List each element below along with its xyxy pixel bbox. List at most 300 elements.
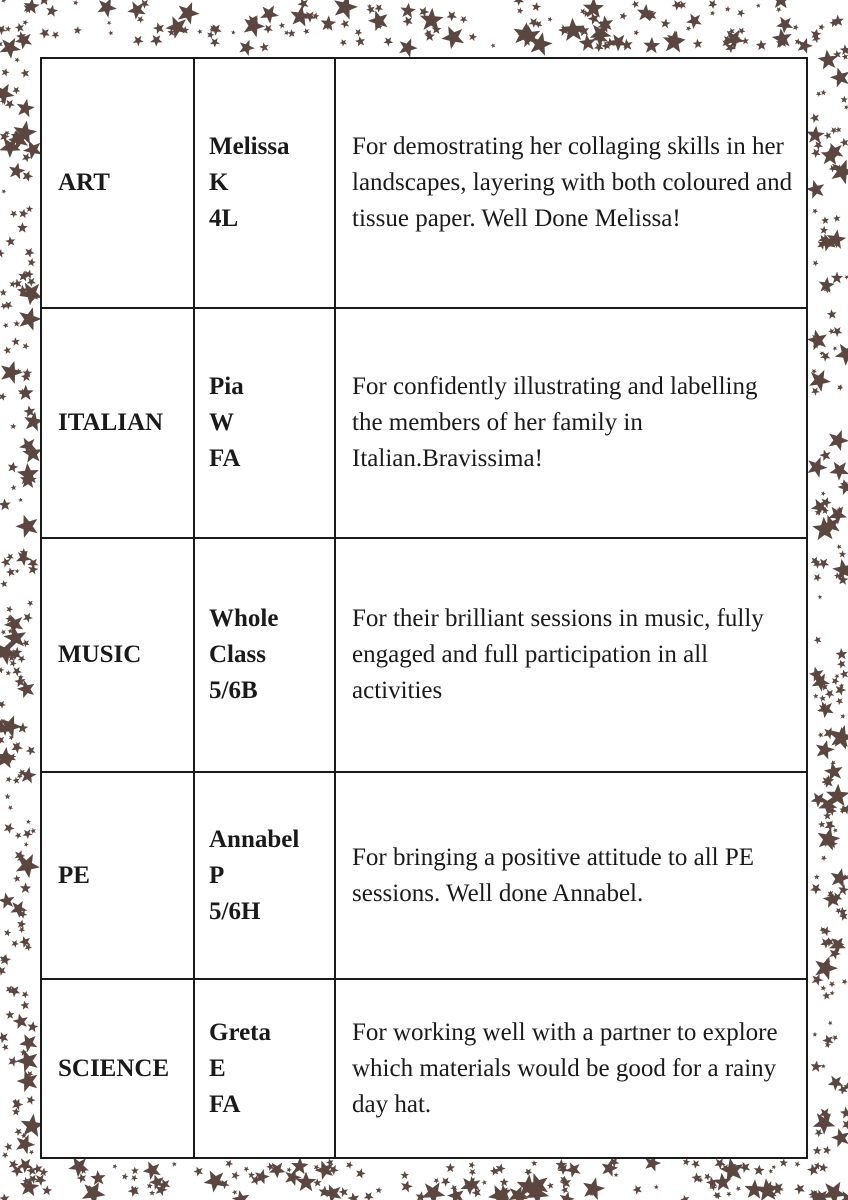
star-icon bbox=[172, 1161, 177, 1166]
star-icon bbox=[12, 667, 22, 677]
subject-cell: ITALIAN bbox=[41, 308, 194, 538]
star-icon bbox=[710, 10, 716, 16]
star-icon bbox=[422, 1182, 446, 1200]
star-icon bbox=[108, 30, 113, 35]
star-icon bbox=[532, 2, 541, 11]
star-icon bbox=[368, 11, 388, 32]
star-icon bbox=[18, 385, 34, 400]
star-icon bbox=[811, 1061, 823, 1073]
star-icon bbox=[23, 613, 33, 623]
star-icon bbox=[840, 1107, 848, 1119]
star-icon bbox=[5, 100, 15, 110]
star-icon bbox=[813, 1146, 822, 1155]
star-icon bbox=[840, 44, 848, 55]
star-icon bbox=[798, 38, 813, 54]
star-icon bbox=[30, 828, 36, 834]
star-icon bbox=[829, 981, 836, 987]
star-icon bbox=[447, 11, 458, 21]
star-icon bbox=[355, 29, 363, 37]
star-icon bbox=[19, 307, 41, 330]
star-icon bbox=[113, 1164, 118, 1169]
student-initial: K bbox=[209, 169, 229, 196]
star-icon bbox=[818, 821, 825, 828]
star-icon bbox=[821, 855, 827, 861]
star-icon bbox=[3, 323, 9, 329]
star-icon bbox=[19, 927, 26, 933]
star-icon bbox=[811, 387, 819, 395]
star-icon bbox=[279, 22, 286, 29]
subject-cell: PE bbox=[41, 772, 194, 979]
student-initial: P bbox=[209, 861, 225, 889]
star-icon bbox=[840, 670, 848, 679]
star-icon bbox=[686, 26, 692, 32]
star-icon bbox=[0, 393, 7, 401]
star-icon bbox=[839, 550, 847, 557]
star-icon bbox=[23, 343, 30, 350]
star-icon bbox=[833, 346, 838, 351]
star-icon bbox=[686, 14, 702, 30]
star-icon bbox=[24, 842, 29, 847]
star-icon bbox=[29, 1150, 34, 1155]
star-icon bbox=[2, 1152, 9, 1158]
star-icon bbox=[39, 28, 50, 39]
star-icon bbox=[821, 491, 826, 496]
student-name: Greta bbox=[209, 1018, 272, 1046]
star-icon bbox=[28, 258, 37, 267]
star-icon bbox=[1, 0, 6, 3]
star-icon bbox=[8, 1056, 18, 1067]
star-icon bbox=[832, 559, 848, 580]
star-icon bbox=[17, 222, 28, 233]
star-icon bbox=[39, 1168, 48, 1177]
star-icon bbox=[248, 1172, 255, 1179]
star-icon bbox=[4, 301, 13, 310]
star-icon bbox=[13, 320, 20, 327]
star-icon bbox=[46, 5, 58, 17]
star-icon bbox=[833, 828, 838, 833]
star-icon bbox=[193, 1167, 203, 1177]
star-icon bbox=[17, 99, 35, 117]
star-icon bbox=[210, 38, 220, 48]
star-icon bbox=[24, 406, 36, 418]
student-class: 5/6B bbox=[209, 677, 258, 704]
star-icon bbox=[514, 0, 525, 6]
star-icon bbox=[441, 26, 464, 49]
star-icon bbox=[51, 31, 59, 39]
star-icon bbox=[28, 1021, 39, 1032]
star-icon bbox=[814, 636, 822, 644]
star-icon bbox=[661, 18, 671, 28]
star-icon bbox=[794, 1184, 805, 1195]
star-icon bbox=[17, 920, 26, 929]
star-icon bbox=[5, 793, 11, 799]
star-icon bbox=[583, 1177, 605, 1200]
star-icon bbox=[260, 5, 279, 23]
star-icon bbox=[844, 105, 848, 110]
star-icon bbox=[811, 148, 821, 158]
star-icon bbox=[4, 929, 11, 936]
star-icon bbox=[15, 569, 20, 574]
star-icon bbox=[296, 1172, 317, 1192]
star-icon bbox=[840, 713, 846, 719]
star-icon bbox=[446, 1163, 456, 1172]
star-icon bbox=[244, 1167, 250, 1173]
student-cell bbox=[194, 538, 335, 772]
star-icon bbox=[0, 499, 11, 511]
star-icon bbox=[15, 23, 24, 33]
star-icon bbox=[839, 912, 848, 921]
star-icon bbox=[547, 1182, 554, 1189]
star-icon bbox=[127, 2, 145, 20]
star-icon bbox=[225, 1160, 233, 1168]
star-icon bbox=[680, 1195, 689, 1200]
star-icon bbox=[11, 337, 20, 346]
star-icon bbox=[26, 746, 36, 756]
star-icon bbox=[376, 1187, 383, 1194]
star-icon bbox=[131, 1175, 138, 1182]
star-icon bbox=[433, 1178, 439, 1184]
star-icon bbox=[207, 31, 215, 39]
star-icon bbox=[133, 36, 144, 47]
star-icon bbox=[290, 6, 311, 27]
star-icon bbox=[829, 430, 848, 451]
star-icon bbox=[830, 760, 836, 766]
star-icon bbox=[20, 1001, 29, 1010]
star-icon bbox=[827, 309, 837, 319]
star-icon bbox=[683, 1158, 691, 1166]
star-icon bbox=[131, 1167, 139, 1175]
star-icon bbox=[841, 96, 848, 103]
star-icon bbox=[82, 1182, 106, 1200]
star-icon bbox=[836, 698, 844, 706]
star-icon bbox=[469, 33, 477, 41]
star-icon bbox=[819, 1163, 828, 1172]
star-icon bbox=[835, 127, 841, 133]
star-icon bbox=[819, 450, 830, 462]
star-icon bbox=[165, 16, 187, 38]
student-class: FA bbox=[209, 445, 241, 472]
star-icon bbox=[822, 992, 830, 1000]
star-icon bbox=[20, 882, 31, 893]
star-icon bbox=[737, 9, 745, 17]
star-icon bbox=[26, 205, 33, 212]
star-icon bbox=[819, 24, 826, 31]
star-icon bbox=[20, 767, 36, 784]
star-icon bbox=[297, 0, 308, 10]
star-icon bbox=[347, 1192, 359, 1200]
star-icon bbox=[23, 20, 29, 26]
star-icon bbox=[560, 1192, 575, 1200]
award-row-art bbox=[41, 58, 807, 308]
star-icon bbox=[821, 90, 827, 96]
star-icon bbox=[15, 515, 37, 538]
star-icon bbox=[631, 0, 639, 8]
reason-cell: For demostrating her collaging skills in her landscapes, layering with both coloured and tissue paper. Well Done Melissa! bbox=[335, 58, 807, 308]
star-icon bbox=[107, 21, 112, 26]
star-icon bbox=[149, 1190, 155, 1196]
star-icon bbox=[97, 0, 116, 18]
star-icon bbox=[147, 1183, 153, 1189]
star-icon bbox=[812, 1032, 817, 1037]
star-icon bbox=[419, 7, 429, 18]
star-icon bbox=[122, 1173, 129, 1180]
star-icon bbox=[22, 153, 31, 162]
star-icon bbox=[4, 1143, 12, 1151]
star-icon bbox=[5, 236, 15, 246]
star-icon bbox=[425, 31, 436, 41]
star-icon bbox=[197, 29, 202, 34]
star-icon bbox=[356, 1168, 366, 1178]
star-icon bbox=[739, 1162, 750, 1173]
star-icon bbox=[339, 1187, 349, 1197]
star-icon bbox=[810, 884, 822, 895]
star-icon bbox=[725, 6, 731, 12]
star-icon bbox=[820, 226, 828, 234]
star-icon bbox=[821, 985, 827, 991]
star-icon bbox=[818, 559, 829, 570]
star-icon bbox=[35, 1174, 47, 1186]
star-icon bbox=[693, 39, 703, 49]
star-icon bbox=[259, 42, 268, 52]
star-icon bbox=[831, 272, 843, 284]
star-icon bbox=[756, 40, 767, 51]
star-icon bbox=[830, 68, 848, 88]
star-icon bbox=[5, 1010, 14, 1019]
star-icon bbox=[815, 1129, 824, 1137]
star-icon bbox=[810, 113, 819, 123]
star-icon bbox=[500, 1178, 509, 1187]
star-icon bbox=[814, 574, 822, 582]
star-icon bbox=[832, 1035, 838, 1041]
student-cell bbox=[194, 979, 335, 1158]
subject-cell: SCIENCE bbox=[41, 979, 194, 1158]
star-icon bbox=[239, 40, 255, 56]
star-icon bbox=[0, 893, 15, 909]
star-icon bbox=[0, 41, 3, 47]
star-icon bbox=[231, 30, 236, 35]
star-icon bbox=[0, 735, 5, 745]
award-row-music bbox=[41, 538, 807, 772]
star-icon bbox=[17, 1070, 38, 1092]
star-icon bbox=[13, 875, 20, 883]
star-icon bbox=[708, 0, 717, 9]
star-icon bbox=[340, 39, 347, 46]
star-icon bbox=[561, 1186, 569, 1194]
star-icon bbox=[742, 37, 750, 44]
student-class: FA bbox=[209, 1090, 241, 1118]
award-row-italian bbox=[41, 308, 807, 538]
star-icon bbox=[401, 1171, 409, 1179]
subject-cell: MUSIC bbox=[41, 538, 194, 772]
star-icon bbox=[15, 57, 21, 63]
star-icon bbox=[6, 776, 12, 782]
star-icon bbox=[25, 248, 35, 258]
star-icon bbox=[814, 141, 824, 150]
star-icon bbox=[822, 1182, 846, 1200]
star-icon bbox=[303, 28, 310, 35]
star-icon bbox=[634, 30, 640, 36]
star-icon bbox=[844, 275, 848, 280]
student-cell bbox=[194, 772, 335, 979]
star-icon bbox=[756, 3, 761, 8]
star-icon bbox=[0, 641, 18, 665]
star-icon bbox=[9, 281, 16, 288]
star-icon bbox=[27, 600, 34, 607]
reason-cell: For bringing a positive attitude to all PE sessions. Well done Annabel. bbox=[335, 772, 807, 979]
star-icon bbox=[835, 344, 848, 366]
star-icon bbox=[6, 670, 12, 676]
award-row-science bbox=[41, 979, 807, 1158]
star-icon bbox=[364, 1192, 374, 1200]
star-icon bbox=[812, 974, 824, 986]
star-icon bbox=[469, 1162, 476, 1169]
star-icon bbox=[153, 22, 164, 34]
star-icon bbox=[15, 832, 22, 839]
star-icon bbox=[643, 37, 660, 53]
star-icon bbox=[39, 0, 50, 5]
star-icon bbox=[1, 557, 11, 567]
star-icon bbox=[830, 127, 837, 134]
star-icon bbox=[813, 693, 819, 699]
star-icon bbox=[548, 17, 553, 22]
subject-cell: ART bbox=[41, 58, 194, 308]
star-icon bbox=[691, 1160, 700, 1169]
star-icon bbox=[6, 606, 13, 613]
star-icon bbox=[14, 1128, 22, 1136]
star-icon bbox=[1, 189, 6, 194]
star-icon bbox=[73, 0, 79, 6]
star-icon bbox=[384, 37, 394, 46]
reason-cell: For confidently illustrating and labelling the members of her family in Italian.Bravissima! bbox=[335, 308, 807, 538]
star-icon bbox=[491, 43, 496, 48]
star-icon bbox=[632, 1185, 641, 1195]
star-icon bbox=[807, 126, 825, 144]
star-icon bbox=[12, 87, 20, 95]
star-icon bbox=[726, 1192, 732, 1197]
star-icon bbox=[22, 639, 30, 647]
star-icon bbox=[614, 1172, 619, 1177]
student-initial: E bbox=[209, 1054, 226, 1082]
star-icon bbox=[10, 210, 18, 217]
star-icon bbox=[621, 39, 633, 51]
star-icon bbox=[565, 1162, 580, 1178]
star-icon bbox=[0, 966, 6, 975]
star-icon bbox=[531, 1160, 537, 1166]
star-icon bbox=[837, 660, 846, 669]
star-icon bbox=[472, 1188, 482, 1198]
star-icon bbox=[287, 29, 295, 37]
star-icon bbox=[824, 132, 832, 140]
star-icon bbox=[812, 208, 818, 214]
star-icon bbox=[736, 1186, 741, 1191]
star-icon bbox=[834, 674, 839, 679]
star-icon bbox=[0, 701, 6, 709]
award-row-pe bbox=[41, 772, 807, 979]
star-icon bbox=[793, 24, 799, 30]
star-icon bbox=[4, 614, 23, 634]
star-icon bbox=[816, 91, 822, 97]
star-icon bbox=[560, 1177, 572, 1189]
student-initial: Class bbox=[209, 641, 266, 668]
star-icon bbox=[6, 567, 15, 576]
star-icon bbox=[26, 819, 31, 824]
student-cell bbox=[194, 58, 335, 308]
student-name: Annabel bbox=[209, 825, 300, 853]
star-icon bbox=[654, 1185, 659, 1190]
star-icon bbox=[74, 26, 82, 34]
star-icon bbox=[334, 0, 358, 20]
star-icon bbox=[460, 16, 468, 24]
star-icon bbox=[0, 25, 7, 35]
star-icon bbox=[825, 689, 835, 698]
student-initial: W bbox=[209, 409, 234, 436]
star-icon bbox=[0, 580, 7, 587]
star-icon bbox=[16, 1050, 38, 1073]
star-icon bbox=[4, 823, 15, 834]
reason-cell: For their brilliant sessions in music, fully engaged and full participation in all activities bbox=[335, 538, 807, 772]
star-icon bbox=[776, 7, 782, 13]
star-icon bbox=[2, 1044, 9, 1051]
star-icon bbox=[482, 1180, 487, 1186]
star-icon bbox=[835, 648, 847, 660]
star-icon bbox=[0, 747, 16, 768]
star-icon bbox=[813, 260, 819, 266]
star-icon bbox=[11, 940, 19, 948]
star-icon bbox=[10, 485, 16, 491]
star-icon bbox=[0, 289, 7, 296]
star-icon bbox=[42, 1185, 52, 1195]
star-icon bbox=[3, 346, 11, 354]
star-icon bbox=[808, 457, 828, 478]
star-icon bbox=[27, 1095, 36, 1104]
star-icon bbox=[19, 1034, 37, 1052]
star-icon bbox=[818, 595, 823, 600]
star-icon bbox=[18, 498, 23, 503]
star-icon bbox=[809, 370, 831, 392]
star-icon bbox=[842, 1119, 848, 1130]
star-icon bbox=[831, 868, 848, 888]
star-icon bbox=[819, 695, 826, 702]
star-icon bbox=[10, 660, 17, 667]
star-icon bbox=[137, 16, 145, 23]
star-icon bbox=[830, 990, 835, 995]
star-icon bbox=[818, 827, 841, 850]
star-icon bbox=[517, 7, 524, 14]
star-icon bbox=[469, 1169, 477, 1176]
star-icon bbox=[806, 180, 824, 199]
star-icon bbox=[2, 68, 10, 76]
star-icon bbox=[828, 328, 834, 335]
student-class: 4L bbox=[209, 205, 239, 232]
star-icon bbox=[22, 991, 29, 998]
star-icon bbox=[772, 0, 791, 8]
star-icon bbox=[285, 1169, 301, 1186]
star-icon bbox=[22, 171, 33, 182]
star-icon bbox=[823, 1146, 832, 1155]
star-icon bbox=[821, 1064, 826, 1069]
star-icon bbox=[776, 17, 793, 34]
student-name: Melissa bbox=[209, 133, 290, 160]
star-icon bbox=[832, 327, 842, 337]
student-name: Pia bbox=[209, 373, 244, 400]
star-icon bbox=[19, 209, 29, 219]
star-icon bbox=[150, 35, 162, 47]
star-icon bbox=[0, 249, 5, 258]
star-icon bbox=[68, 1157, 89, 1177]
star-icon bbox=[340, 19, 349, 28]
star-icon bbox=[232, 1190, 237, 1196]
student-cell bbox=[194, 308, 335, 538]
